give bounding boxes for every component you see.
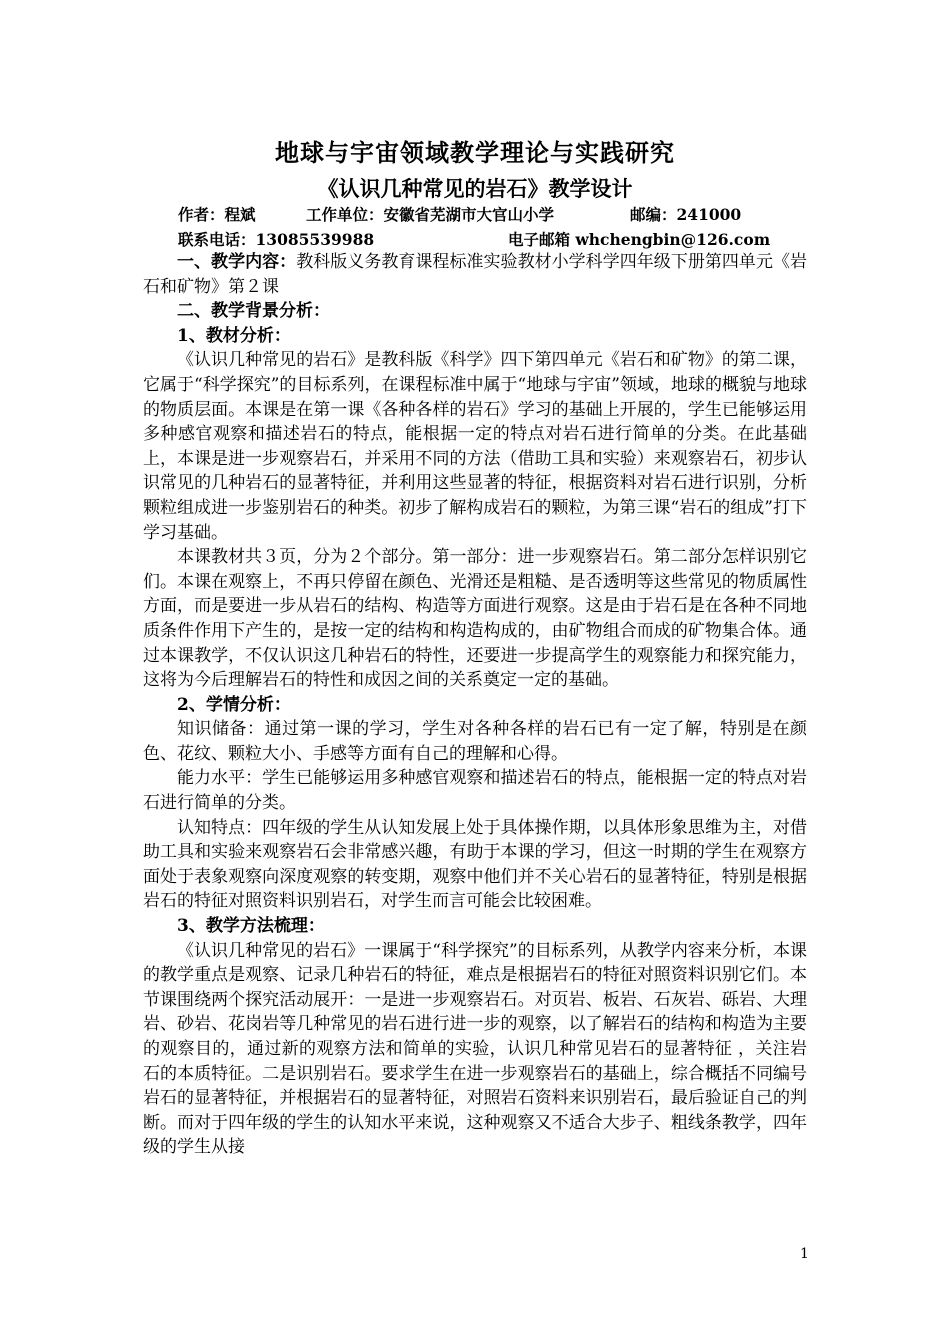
subsection-heading: 1、教材分析：	[177, 325, 291, 346]
author-info-row-1	[178, 202, 818, 227]
section-teaching-content	[143, 250, 807, 299]
work-unit: 工作单位：安徽省芜湖市大官山小学	[306, 205, 555, 224]
document-title: 地球与宇宙领域教学理论与实践研究	[275, 138, 675, 167]
email: 电子邮箱 whchengbin@126.com	[508, 230, 771, 249]
document-subtitle: 《认识几种常见的岩石》教学设计	[317, 176, 633, 201]
phone: 联系电话：13085539988	[178, 230, 375, 249]
author-info-row-2	[178, 227, 818, 252]
section-label: 一、教学内容：	[177, 252, 297, 272]
section-heading: 二、教学背景分析：	[177, 301, 330, 322]
section-text: 教科版义务教育课程标准实验教材小学科学四年级下册第四单元《岩石和矿物》第２课	[143, 252, 808, 297]
paragraph: 能力水平：学生已能够运用多种感官观察和描述岩石的特点，能根据一定的特点对岩石进行简单的分类。	[143, 768, 807, 814]
paragraph: 本课教材共３页，分为２个部分。第一部分：进一步观察岩石。第二部分怎样识别它们。本课在观察上，不再只停留在颜色、光滑还是粗糙、是否透明等这些常见的物质属性方面，而是要进一步从岩石的结构、构造等方面进行观察。这是由于岩石是在各种不同地质条件作用下产生的，是按一定的结构和构造构成的，由矿物组合而成的矿物集合体。通过本课教学，不仅认识这几种岩石的特性，还要进一步提高学生的观察能力和探究能力，这将为今后理解岩石的特性和成因之间的关系奠定一定的基础。	[143, 547, 807, 691]
paragraph: 《认识几种常见的岩石》一课属于“科学探究”的目标系列，从教学内容来分析，本课的教学重点是观察、记录几种岩石的特征，难点是根据岩石的特征对照资料识别它们。本节课围绕两个探究活动展开：一是进一步观察岩石。对页岩、板岩、石灰岩、砾岩、大理岩、砂岩、花岗岩等几种常见的岩石进行进一步的观察，以了解岩石的结构和构造为主要的观察目的，通过新的观察方法和简单的实验，认识几种常见岩石的显著特征 ，关注岩石的本质特征。二是识别岩石。要求学生在进一步观察岩石的基础上，综合概括不同编号岩石的显著特征，并根据岩石的显著特征，对照岩石资料来识别岩石，最后验证自己的判断。而对于四年级的学生的认知水平来说，这种观察又不适合大步子、粗线条教学，四年级的学生从接	[143, 940, 807, 1158]
author-info	[178, 202, 818, 252]
page-number: 1	[800, 1246, 809, 1262]
postcode: 邮编：241000	[630, 205, 742, 224]
document-body	[143, 250, 807, 1160]
subsection-heading: 3、教学方法梳理：	[177, 916, 325, 937]
paragraph: 认知特点：四年级的学生从认知发展上处于具体操作期，以具体形象思维为主，对借助工具和实验来观察岩石会非常感兴趣，有助于本课的学习，但这一时期的学生在观察方面处于表象观察向深度观察的转变期，观察中他们并不关心岩石的显著特征，特别是根据岩石的特征对照资料识别岩石，对学生而言可能会比较困难。	[143, 817, 807, 912]
subsection-heading: 2、学情分析：	[177, 694, 291, 715]
paragraph: 《认识几种常见的岩石》是教科版《科学》四下第四单元《岩石和矿物》的第二课，它属于“科学探究”的目标系列，在课程标准中属于“地球与宇宙”领域，地球的概貌与地球的物质层面。本课是在第一课《各种各样的岩石》学习的基础上开展的，学生已能够运用多种感官观察和描述岩石的特点，能根据一定的特点对岩石进行简单的分类。在此基础上，本课是进一步观察岩石，并采用不同的方法（借助工具和实验）来观察岩石，初步认识常见的几种岩石的显著特征，并利用这些显著的特征，根据资料对岩石进行识别，分析颗粒组成进一步鉴别岩石的种类。初步了解构成岩石的颗粒，为第三课“岩石的组成”打下学习基础。	[143, 350, 807, 543]
author-name: 作者：程斌	[178, 205, 256, 224]
paragraph: 知识储备：通过第一课的学习，学生对各种各样的岩石已有一定了解，特别是在颜色、花纹、颗粒大小、手感等方面有自己的理解和心得。	[143, 719, 807, 764]
